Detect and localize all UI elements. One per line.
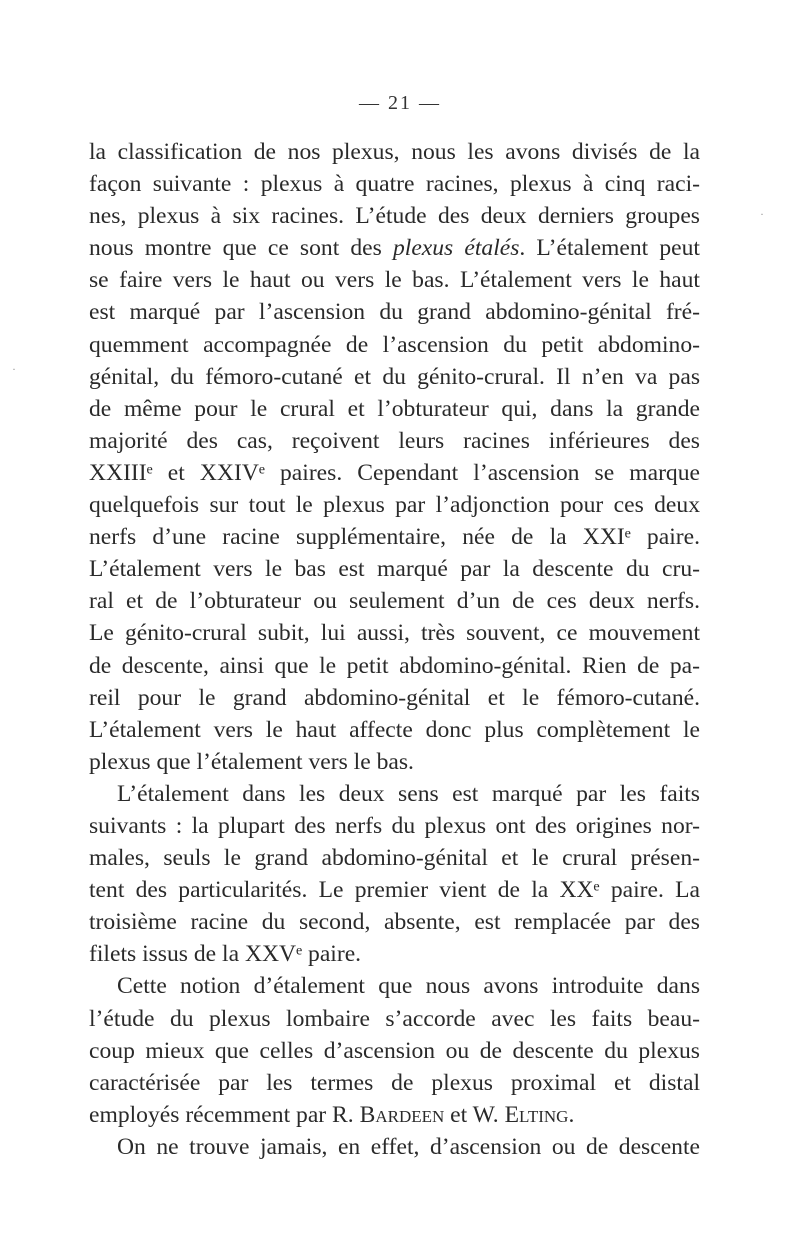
speck-mark: · [12, 362, 16, 376]
text-line: plexus que l’étalement vers le bas. [89, 748, 414, 775]
text-line: suivants : la plupart des nerfs du plexus ont des origines nor- [89, 812, 700, 839]
text-line: filets issus de la XXVᵉ paire. [89, 941, 362, 968]
text-line: de descente, ainsi que le petit abdomino-génital. Rien de pa- [89, 652, 700, 679]
text-line: la classification de nos plexus, nous les avons divisés de la [89, 139, 700, 165]
text-line: L’étalement vers le haut affecte donc plus complètement le [89, 716, 700, 743]
text-line: nerfs d’une racine supplémentaire, née de la XXIᵉ paire. [89, 524, 700, 551]
text-line: XXIIIᵉ et XXIVᵉ paires. Cependant l’ascension se marque [89, 459, 700, 486]
text-line: de même pour le crural et l’obturateur qui, dans la grande [89, 395, 700, 422]
text-line: caractérisée par les termes de plexus proximal et distal [89, 1069, 700, 1096]
text-line: males, seuls le grand abdomino-génital et le crural présen- [89, 845, 700, 872]
text-line: l’étude du plexus lombaire s’accorde avec les faits beau- [89, 1005, 700, 1032]
text-line: ral et de l’obturateur ou seulement d’un de ces deux nerfs. [89, 588, 700, 615]
text-line: L’étalement vers le bas est marqué par la descente du cru- [89, 556, 700, 583]
text-line: nous montre que ce sont des plexus étalés. L’étalement peut [89, 235, 700, 262]
text-line: On ne trouve jamais, en effet, d’ascension ou de descente [117, 1133, 700, 1160]
text-line: quelquefois sur tout le plexus par l’adjonction pour ces deux [89, 492, 700, 519]
text-line: est marqué par l’ascension du grand abdomino-génital fré- [89, 299, 700, 326]
text-line: employés récemment par R. Bardeen et W. Elting. [89, 1101, 575, 1128]
text-line: reil pour le grand abdomino-génital et le fémoro-cutané. [89, 684, 700, 711]
text-line: façon suivante : plexus à quatre racines, plexus à cinq raci- [89, 171, 700, 198]
text-line: Le génito-crural subit, lui aussi, très souvent, ce mouvement [89, 620, 700, 647]
text-line: génital, du fémoro-cutané et du génito-crural. Il n’en va pas [89, 363, 700, 390]
text-line: tent des particularités. Le premier vient de la XXᵉ paire. La [89, 877, 700, 904]
text-line: L’étalement dans les deux sens est marqué par les faits [117, 780, 700, 807]
page-number: — 21 — [359, 92, 441, 114]
text-line: Cette notion d’étalement que nous avons introduite dans [117, 973, 700, 1000]
text-line: majorité des cas, reçoivent leurs racines inférieures des [89, 427, 700, 454]
text-line: quemment accompagnée de l’ascension du petit abdomino- [89, 331, 700, 358]
text-line: coup mieux que celles d’ascension ou de descente du plexus [89, 1037, 700, 1064]
body-text [89, 136, 700, 1163]
text-line: troisième racine du second, absente, est remplacée par des [89, 909, 700, 936]
speck-mark: · [760, 207, 764, 221]
text-line: nes, plexus à six racines. L’étude des deux derniers groupes [89, 203, 700, 230]
text-line: se faire vers le haut ou vers le bas. L’étalement vers le haut [89, 267, 700, 294]
